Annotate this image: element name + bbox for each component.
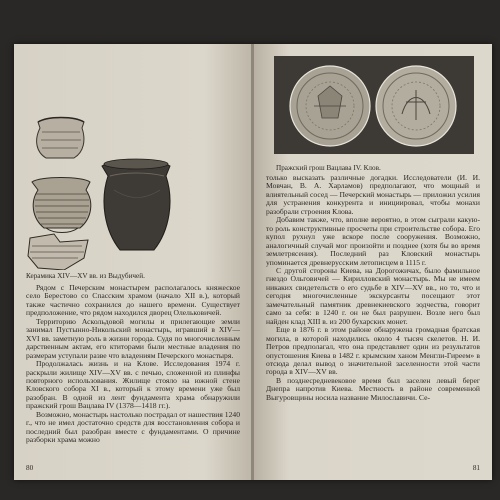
paragraph: Рядом с Печерским монастырем располагалось княжеское село Берестово со Спасским храмом (начало XII в.), который также частично сохранился до нашего времени. Существует предположение, что рядом находился дворец Олельковичей. xyxy=(26,283,240,318)
pot-drawing-large xyxy=(102,159,170,250)
pot-drawing-small xyxy=(37,118,84,159)
coin-photo xyxy=(274,56,474,154)
left-page xyxy=(14,44,252,480)
paragraph: Возможно, монастырь настолько пострадал от нашествия 1240 г., что не имел достаточно средств для восстановления собора и последний был разобран вместе с фундаментами. О причине разборки храма можно xyxy=(26,409,240,445)
page-number: 81 xyxy=(472,464,480,472)
paragraph: В позднесредневековое время был заселен левый берег Днепра напротив Киева. Местность в районе современной Выгуровщины носила название Милославичи. Се- xyxy=(266,375,480,402)
left-figure-caption: Керамика XIV—XV вв. из Выдубичей. xyxy=(26,272,145,280)
pot-drawing-broken xyxy=(28,234,88,270)
right-page xyxy=(254,44,492,480)
coin-obverse xyxy=(290,66,370,146)
coin-photo-plate xyxy=(274,56,474,154)
ceramics-illustration xyxy=(24,110,174,270)
book-spread xyxy=(14,44,492,480)
pot-drawing-ribbed xyxy=(32,178,91,233)
paragraph: Добавим также, что, вполне вероятно, в этом сыграли какую-то роль конструктивные просчеты при строительстве собора. Его купол рухнул уже вскоре после сооружения. Возможно, аналогичный случай мог произойти и позднее (хотя бы во время землетрясения). Последний раз Кловский монастырь упоминается древнерусским летописцем в 1115 г. xyxy=(266,215,480,267)
paragraph: Территорию Аскольдовой могилы и прилегающие земли занимал Пустынно-Никольский монастырь, игравший в XIV—XVI вв. заметную роль в жизни города. Судя по многочисленным дарственным актам, его ктиторами были местные владения по размерам уступали разве что владениям Печерского монастыря. xyxy=(26,316,240,360)
coin-reverse xyxy=(376,66,456,146)
page-number: 80 xyxy=(26,464,34,472)
right-figure-caption: Пражский грош Вацлава IV. Клов. xyxy=(276,164,381,172)
paragraph: только высказать различные догадки. Исследователи (И. И. Мовчан, В. А. Харламов) предполагают, что мощный и влиятельный сосед — Печерский монастырь — приложил усилия для устранения конкурента и инициировал, чтобы монахи разобрали строения Клова. xyxy=(266,173,480,216)
paragraph: С другой стороны Киева, на Дорогожичах, было фамильное гнездо Ольговичей — Кирилловский монастырь. Мы не имеем никаких свидетельств о его судьбе в XIV—XV вв., но то, что и сегодня многочисленные экскурсанты посещают этот замечательный памятник древнекиевского зодчества, говорит само за себя: в 1240 г. он не был разрушен. Возле него был найден клад XIII в. из 200 бухарских монет. xyxy=(266,265,480,326)
paragraph: Еще в 1876 г. в этом районе обнаружена громадная братская могила, в которой находились около 4 тысяч скелетов. Н. И. Петров предполагал, что она представляет один из результатов опустошения Киева в 1482 г. крымским ханом Менгли-Гиреем» в отсюда делал вывод о значительной заселенности этой части города в XIV—XV вв. xyxy=(266,325,480,377)
paragraph: Продолжалась жизнь и на Клове. Исследования 1974 г. раскрыли жилище XIV—XV вв. с печью, сложенной из плинфы повторного использования. Жилище стояло на южной стене Кловского собора XI в., который к этому времени уже был разобран. В одной из лент фундамента храма обнаружили пражский грош Вацлава IV (1378—1418 гг.). xyxy=(26,359,240,411)
right-body-text xyxy=(266,174,480,402)
left-body-text xyxy=(26,284,240,445)
